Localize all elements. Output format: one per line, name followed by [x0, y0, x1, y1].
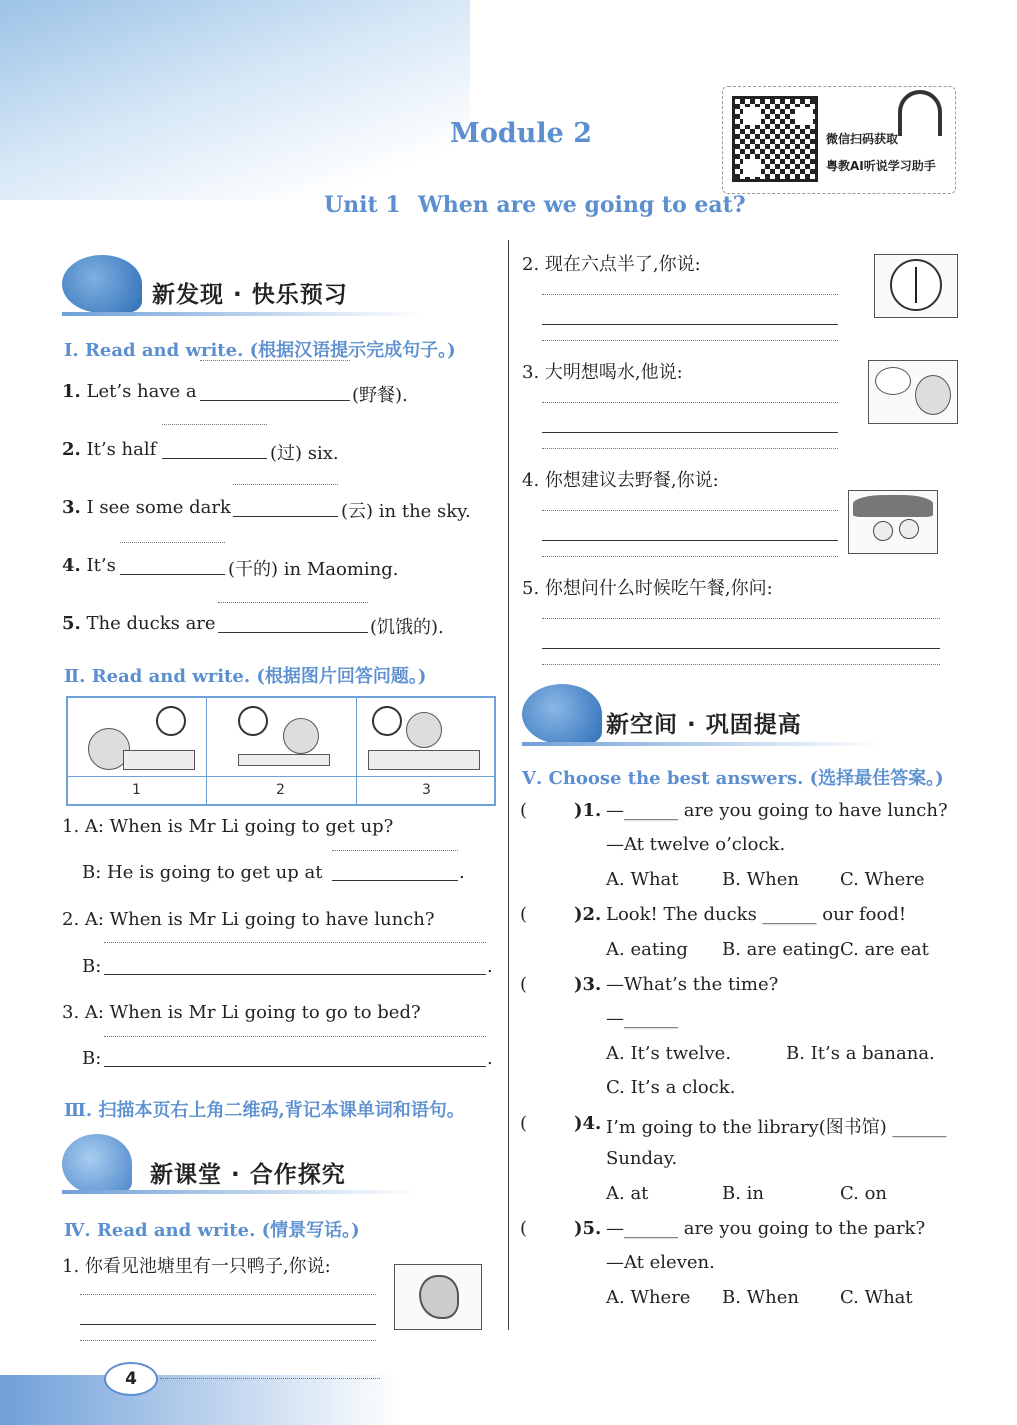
mc-number-2: )2. [574, 904, 602, 925]
clock-picture [874, 254, 958, 318]
writing-item-5: 5. 你想问什么时候吃午餐,你问: [522, 578, 773, 599]
section-decoration-icon [62, 255, 142, 313]
table-icon [238, 754, 330, 766]
mc-option-4b[interactable]: B. in [722, 1183, 765, 1204]
mc-option-1b[interactable]: B. When [722, 869, 800, 890]
qr-caption-2: 粤教AI听说学习助手 [826, 159, 936, 173]
bed-icon [123, 750, 195, 770]
page-number: 4 [104, 1362, 158, 1396]
answer-blank[interactable] [542, 648, 940, 649]
writing-item-1: 1. 你看见池塘里有一只鸭子,你说: [62, 1256, 331, 1277]
part-2-heading: Ⅱ. Read and write. (根据图片回答问题。) [64, 666, 427, 687]
mc-stem-2: Look! The ducks ______ our food! [606, 904, 907, 925]
answer-blank[interactable] [332, 880, 458, 881]
fill-item-3: 3. I see some dark [62, 497, 231, 518]
man-eating-icon [283, 718, 319, 754]
answer-blank[interactable] [120, 574, 225, 575]
part-1-heading: Ⅰ. Read and write. (根据汉语提示完成句子。) [64, 340, 456, 361]
thought-bubble-icon [875, 367, 911, 395]
duck-pond-picture [394, 1264, 482, 1330]
child-icon [899, 519, 919, 539]
writing-item-2: 2. 现在六点半了,你说: [522, 254, 701, 275]
question-2-2-a: 2. A: When is Mr Li going to have lunch? [62, 909, 435, 930]
section-2-title: 新课堂 · 合作探究 [150, 1162, 346, 1188]
dragon-icon [522, 684, 602, 744]
mc-number-5: )5. [574, 1218, 602, 1239]
bed-icon [368, 750, 480, 770]
mc-option-4c[interactable]: C. on [840, 1183, 888, 1204]
unit-title: When are we going to eat? [418, 192, 746, 218]
tree-icon [853, 495, 933, 517]
child-icon [873, 521, 893, 541]
unit-label: Unit 1 [324, 192, 401, 218]
mc-number-4: )4. [574, 1113, 602, 1134]
section-2-bar [62, 1190, 422, 1194]
fill-item-5: 5. The ducks are [62, 613, 216, 634]
answer-blank[interactable] [542, 324, 838, 325]
mc-reply-5: —At eleven. [606, 1252, 715, 1273]
mc-option-2a[interactable]: A. eating [606, 939, 688, 960]
duck-icon [419, 1275, 459, 1319]
mc-reply-1: —At twelve o’clock. [606, 834, 786, 855]
answer-blank[interactable] [80, 1324, 376, 1325]
picture-table: 1 2 3 [66, 696, 496, 806]
fill-item-4: 4. It’s [62, 555, 116, 576]
mc-stem-3: —What’s the time? [606, 974, 779, 995]
question-2-3-b: B: [82, 1048, 102, 1069]
mc-stem-4b: Sunday. [606, 1148, 678, 1169]
mc-option-5a[interactable]: A. Where [606, 1287, 691, 1308]
answer-paren[interactable]: ( [520, 1218, 528, 1239]
question-2-1-a: 1. A: When is Mr Li going to get up? [62, 816, 394, 837]
column-divider [508, 240, 509, 1330]
answer-paren[interactable]: ( [520, 1113, 528, 1134]
mc-option-3b[interactable]: B. It’s a banana. [786, 1043, 935, 1064]
mc-number-1: )1. [574, 800, 602, 821]
answer-blank[interactable] [233, 516, 338, 517]
question-2-3-a: 3. A: When is Mr Li going to go to bed? [62, 1002, 421, 1023]
part-4-heading: Ⅳ. Read and write. (情景写话。) [64, 1220, 360, 1241]
section-3-title: 新空间 · 巩固提高 [606, 712, 802, 738]
writing-item-3: 3. 大明想喝水,他说: [522, 362, 683, 383]
mc-stem-4: I’m going to the library(图书馆) ______ [606, 1117, 947, 1138]
mc-reply-3: —______ [606, 1008, 678, 1029]
footer-bar [0, 1375, 400, 1425]
section-1-title: 新发现 · 快乐预习 [152, 282, 348, 308]
lion-dance-icon [62, 1134, 132, 1194]
clock-icon [156, 706, 186, 736]
boy-icon [915, 375, 951, 415]
mc-option-5c[interactable]: C. What [840, 1287, 913, 1308]
writing-item-4: 4. 你想建议去野餐,你说: [522, 470, 719, 491]
qr-code-icon[interactable] [732, 96, 818, 182]
question-2-2-b: B: [82, 956, 102, 977]
answer-blank[interactable] [218, 632, 368, 633]
answer-blank[interactable] [542, 540, 838, 541]
answer-paren[interactable]: ( [520, 800, 528, 821]
answer-blank[interactable] [104, 974, 486, 975]
mc-stem-1: —______ are you going to have lunch? [606, 800, 948, 821]
thirsty-boy-picture [868, 360, 958, 424]
mc-option-2b[interactable]: B. are eating [722, 939, 840, 960]
fill-item-2: 2. It’s half [62, 439, 157, 460]
clock-icon [372, 706, 402, 736]
mc-number-3: )3. [574, 974, 602, 995]
answer-blank[interactable] [200, 400, 350, 401]
answer-blank[interactable] [542, 432, 838, 433]
clock-icon [890, 259, 942, 311]
mc-option-1a[interactable]: A. What [606, 869, 679, 890]
mc-option-5b[interactable]: B. When [722, 1287, 800, 1308]
man-bed-icon [406, 712, 442, 748]
picnic-picture [848, 490, 938, 554]
module-title: Module 2 [450, 118, 593, 149]
answer-paren[interactable]: ( [520, 904, 528, 925]
headset-icon [898, 90, 942, 136]
answer-blank[interactable] [162, 458, 267, 459]
mc-option-4a[interactable]: A. at [606, 1183, 649, 1204]
mc-option-3a[interactable]: A. It’s twelve. [606, 1043, 732, 1064]
question-2-1-b: B: He is going to get up at [82, 862, 323, 883]
clock-icon [238, 706, 268, 736]
answer-paren[interactable]: ( [520, 974, 528, 995]
section-3-bar [522, 742, 882, 746]
qr-caption-1: 微信扫码获取 [826, 132, 899, 146]
mc-option-1c[interactable]: C. Where [840, 869, 925, 890]
part-5-heading: Ⅴ. Choose the best answers. (选择最佳答案。) [522, 768, 944, 789]
fill-item-1: 1. Let’s have a [62, 381, 197, 402]
mc-option-2c[interactable]: C. are eat [840, 939, 929, 960]
answer-blank[interactable] [104, 1066, 486, 1067]
section-1-bar [62, 312, 422, 316]
mc-stem-5: —______ are you going to the park? [606, 1218, 926, 1239]
part-3-heading: Ⅲ. 扫描本页右上角二维码,背记本课单词和语句。 [64, 1100, 465, 1121]
header-banner-illustration [0, 0, 470, 200]
mc-option-3c[interactable]: C. It’s a clock. [606, 1077, 736, 1098]
